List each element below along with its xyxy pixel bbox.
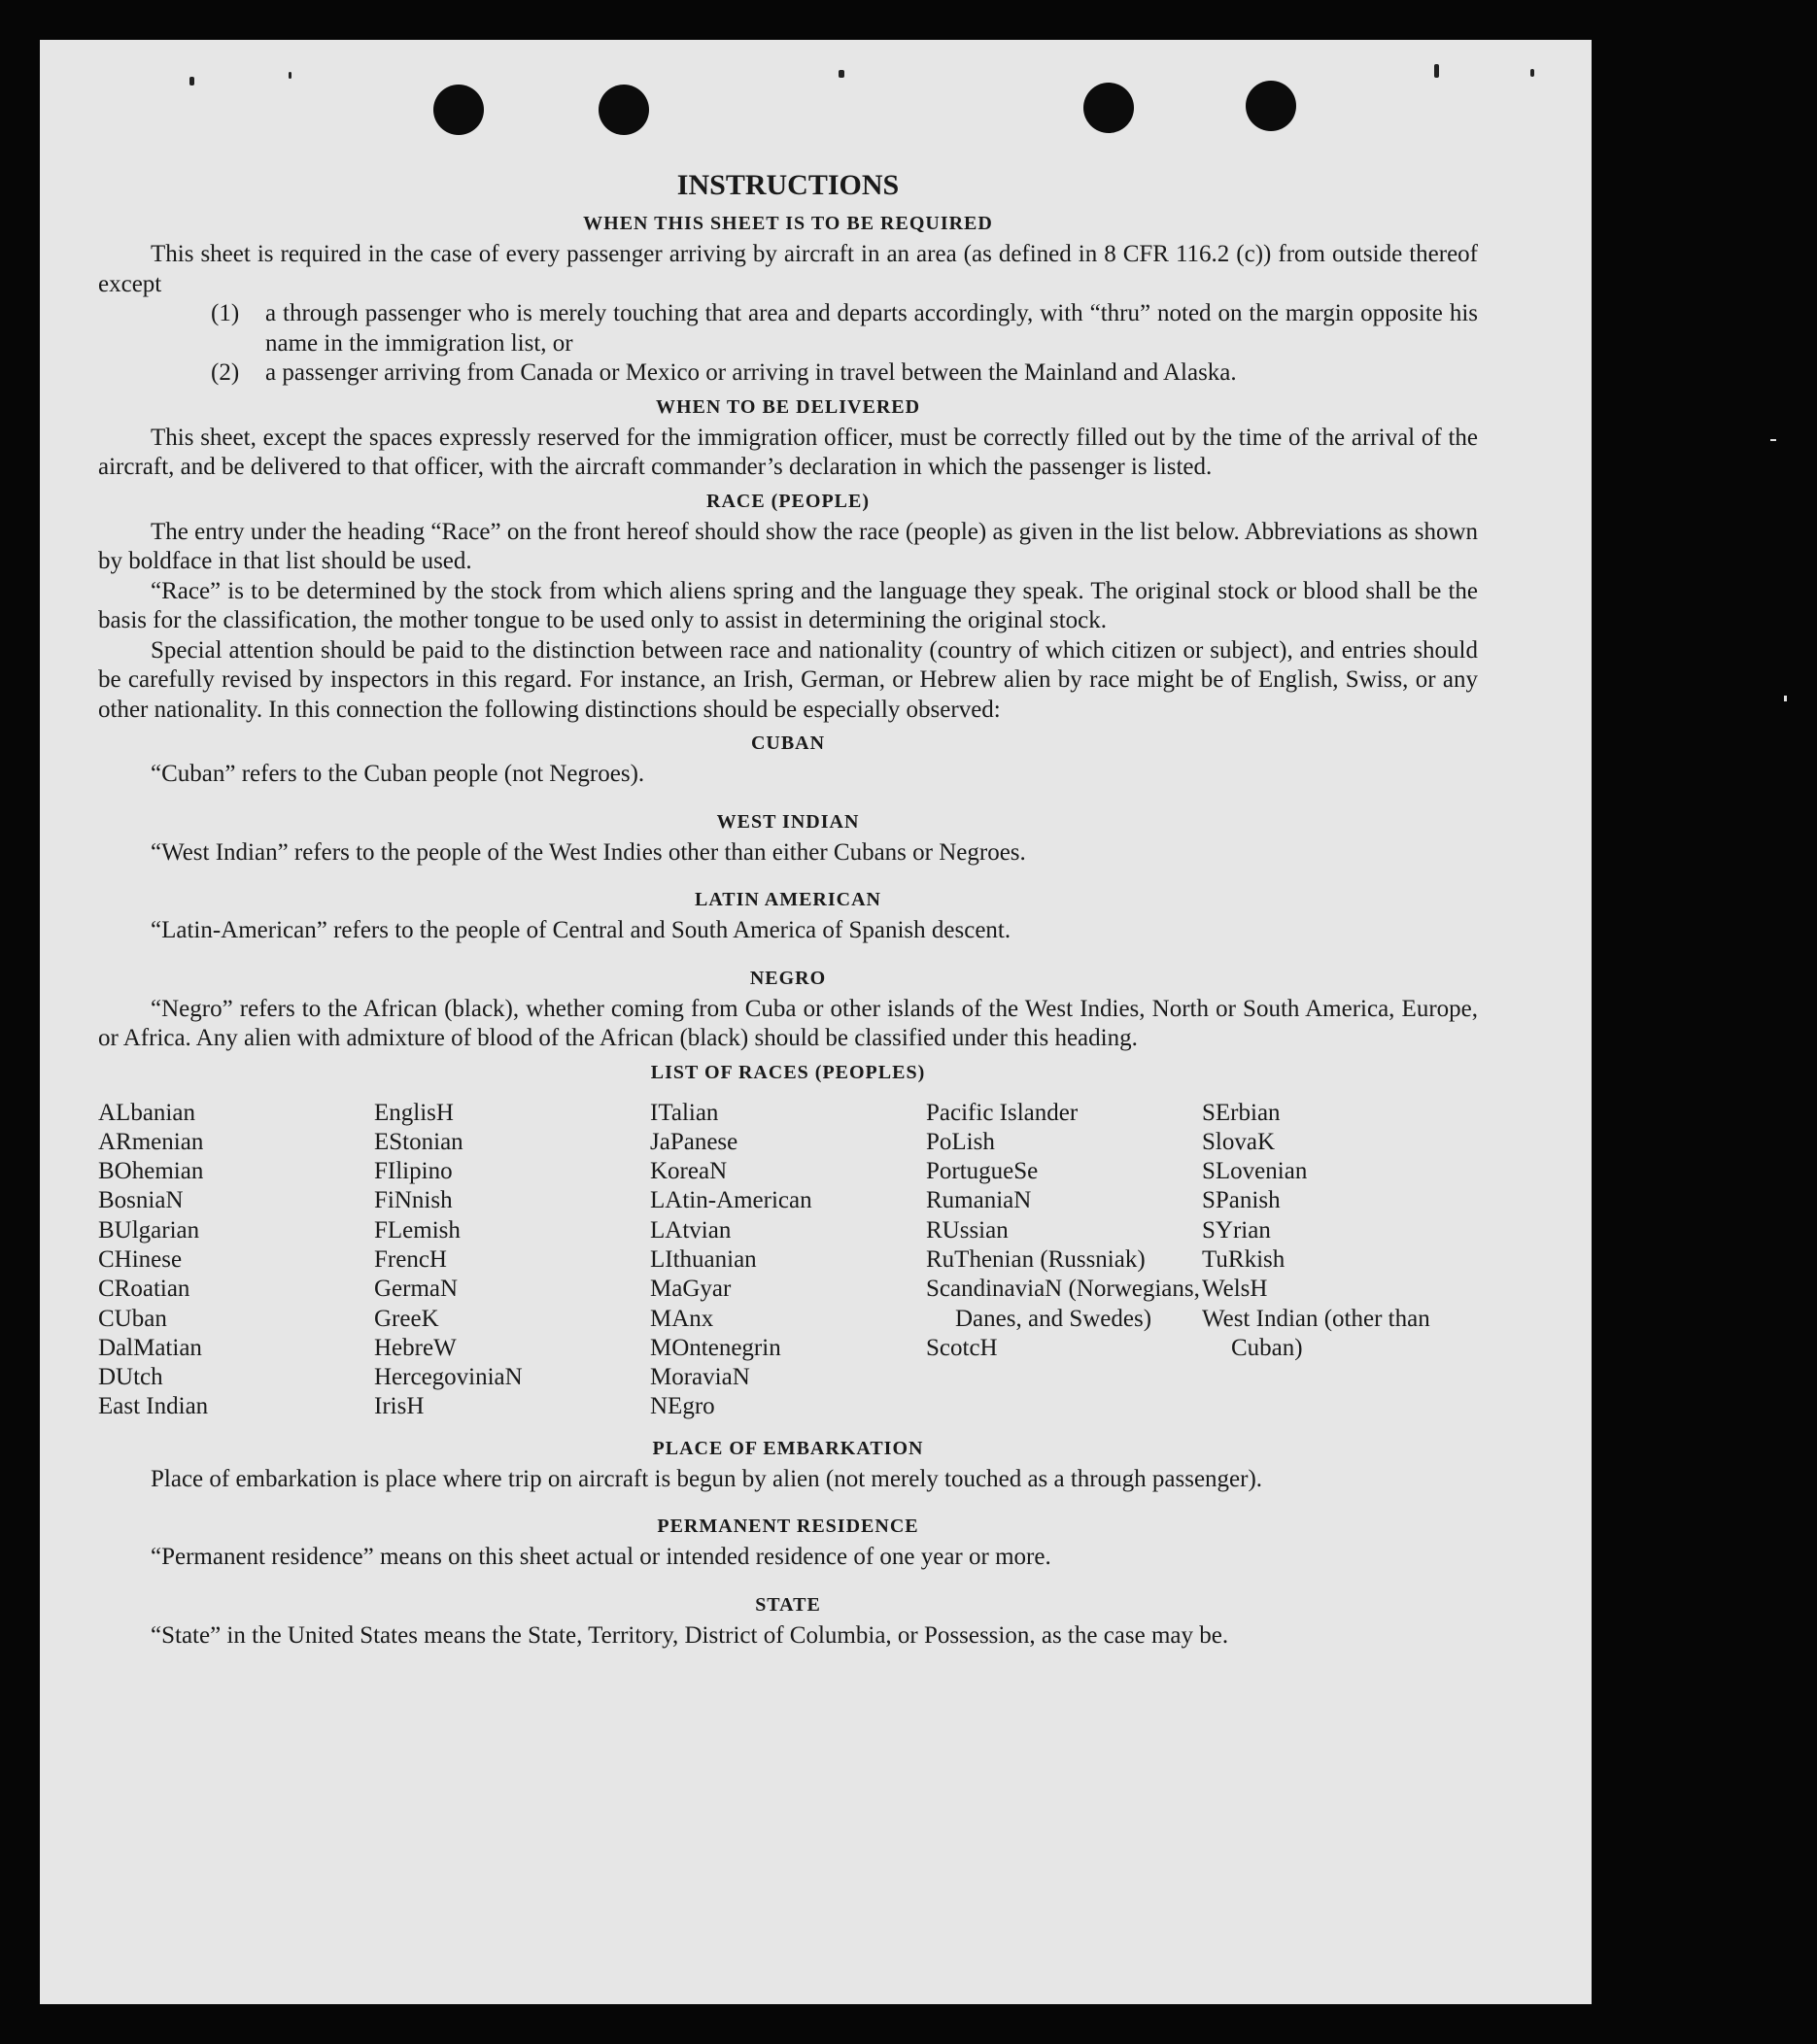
race-entry: KoreaN xyxy=(650,1158,728,1185)
section-heading: WEST INDIAN xyxy=(716,810,860,833)
race-entry: GermaN xyxy=(374,1276,459,1303)
race-entry: LAtvian xyxy=(650,1216,732,1243)
item-text: a through passenger who is merely touching that area and departs accordingly, with “thru” noted on the margin opposite his name in the immigration list, or xyxy=(265,300,1478,357)
paragraph: This sheet, except the spaces expressly reserved for the immigration officer, must be correctly filled out by the time of the arrival of the aircraft, and be delivered to that officer, with the aircraft commander’s declaration in which the passenger is listed. xyxy=(98,424,1478,480)
punch-hole xyxy=(1083,83,1134,133)
scan-artifact xyxy=(1784,696,1787,701)
section-heading: PERMANENT RESIDENCE xyxy=(657,1516,919,1538)
page-title: INSTRUCTIONS xyxy=(676,169,900,201)
race-entry: MaGyar xyxy=(650,1276,732,1303)
race-entry: LAtin-American xyxy=(650,1187,812,1214)
race-entry: PoLish xyxy=(926,1128,995,1155)
section-heading: LATIN AMERICAN xyxy=(695,889,881,910)
race-entry: IrisH xyxy=(374,1393,425,1420)
section-heading: PLACE OF EMBARKATION xyxy=(652,1437,924,1459)
race-entry: BUlgarian xyxy=(98,1216,200,1243)
race-entry: MAnx xyxy=(650,1305,714,1332)
item-number: (1) xyxy=(211,300,240,326)
races-column xyxy=(650,1099,926,1422)
race-entry: FLemish xyxy=(374,1216,461,1243)
races-column xyxy=(1202,1099,1478,1422)
paragraph: “State” in the United States means the State, Territory, District of Columbia, or Possession, as the case may be. xyxy=(151,1621,1229,1649)
race-entry: RuThenian (Russniak) xyxy=(926,1245,1146,1273)
paragraph: “Permanent residence” means on this sheet actual or intended residence of one year or more. xyxy=(151,1544,1051,1571)
races-list xyxy=(98,1099,1478,1422)
race-entry: ScandinaviaN (Norwegians, Danes, and Swedes) xyxy=(926,1276,1200,1332)
race-entry: West Indian (other than Cuban) xyxy=(1202,1305,1430,1361)
punch-hole xyxy=(1246,81,1296,131)
section-heading: STATE xyxy=(755,1593,821,1616)
race-entry: JaPanese xyxy=(650,1128,738,1155)
paragraph: This sheet is required in the case of every passenger arriving by aircraft in an area (as defined in 8 CFR 116.2 (c)) from outside thereof except xyxy=(98,241,1478,297)
ink-speck xyxy=(189,77,194,85)
list-item xyxy=(211,358,1478,389)
race-entry: PortugueSe xyxy=(926,1158,1039,1185)
ink-speck xyxy=(1530,69,1534,77)
race-entry: ALbanian xyxy=(98,1099,195,1126)
race-entry: ITalian xyxy=(650,1099,719,1126)
list-item xyxy=(211,299,1478,358)
race-entry: ScotcH xyxy=(926,1334,998,1361)
paragraph: “Cuban” refers to the Cuban people (not Negroes). xyxy=(151,761,645,787)
ink-speck xyxy=(839,70,844,78)
section-heading: WHEN THIS SHEET IS TO BE REQUIRED xyxy=(583,213,993,234)
scan-artifact xyxy=(1770,439,1776,441)
races-column xyxy=(374,1099,650,1422)
paragraph: “Latin-American” refers to the people of Central and South America of Spanish descent. xyxy=(151,917,1011,943)
race-entry: NEgro xyxy=(650,1393,715,1420)
instructions-text xyxy=(98,166,1478,1651)
section-heading: RACE (PEOPLE) xyxy=(706,490,870,512)
paragraph: “West Indian” refers to the people of the West Indies other than either Cubans or Negroes. xyxy=(151,838,1026,866)
paragraph: Special attention should be paid to the distinction between race and nationality (country of which citizen or subject), and entries should be carefully revised by inspectors in this regard. For instance, an Irish, German, or Hebrew alien by race might be of English, Swiss, or any other nationality. In this connection the following distinctions should be especially observed: xyxy=(98,636,1478,723)
race-entry: FrencH xyxy=(374,1245,447,1273)
item-number: (2) xyxy=(211,359,240,386)
race-entry: DUtch xyxy=(98,1364,163,1391)
races-column xyxy=(926,1099,1202,1422)
race-entry: Pacific Islander xyxy=(926,1099,1079,1126)
race-entry: RumaniaN xyxy=(926,1187,1032,1214)
ink-speck xyxy=(1434,64,1439,78)
paragraph: “Negro” refers to the African (black), whether coming from Cuba or other islands of the West Indies, North or South America, Europe, or Africa. Any alien with admixture of blood of the African (black) should be classified under this heading. xyxy=(98,995,1478,1051)
paragraph: “Race” is to be determined by the stock from which aliens spring and the language they speak. The original stock or blood shall be the basis for the classification, the mother tongue to be used only to assist in determining the original stock. xyxy=(98,577,1478,633)
race-entry: ARmenian xyxy=(98,1128,204,1155)
section-heading: CUBAN xyxy=(750,732,826,754)
paragraph: Place of embarkation is place where trip on aircraft is begun by alien (not merely touched as a through passenger). xyxy=(151,1465,1263,1492)
race-entry: EStonian xyxy=(374,1128,463,1155)
race-entry: BOhemian xyxy=(98,1158,204,1185)
race-entry: BosniaN xyxy=(98,1187,184,1214)
race-entry: SLovenian xyxy=(1202,1158,1308,1185)
race-entry: FIlipino xyxy=(374,1158,453,1185)
race-entry: LIthuanian xyxy=(650,1245,757,1273)
document-page xyxy=(40,40,1592,2004)
race-entry: SYrian xyxy=(1202,1216,1271,1243)
race-entry: WelsH xyxy=(1202,1276,1268,1303)
race-entry: CHinese xyxy=(98,1245,183,1273)
race-entry: SlovaK xyxy=(1202,1128,1275,1155)
race-entry: CUban xyxy=(98,1305,167,1332)
section-heading: WHEN TO BE DELIVERED xyxy=(655,395,921,418)
race-entry: GreeK xyxy=(374,1305,439,1332)
section-heading: NEGRO xyxy=(749,967,827,989)
paragraph: The entry under the heading “Race” on the front hereof should show the race (people) as given in the list below. Abbreviations as shown by boldface in that list should be used. xyxy=(98,518,1478,574)
race-entry: EnglisH xyxy=(374,1099,454,1126)
race-entry: HebreW xyxy=(374,1334,457,1361)
race-entry: TuRkish xyxy=(1202,1245,1286,1273)
race-entry: MOntenegrin xyxy=(650,1334,781,1361)
race-entry: FiNnish xyxy=(374,1187,453,1214)
section-heading: LIST OF RACES (PEOPLES) xyxy=(650,1061,926,1083)
race-entry: CRoatian xyxy=(98,1276,190,1303)
race-entry: MoraviaN xyxy=(650,1364,750,1391)
item-text: a passenger arriving from Canada or Mexico or arriving in travel between the Mainland and Alaska. xyxy=(265,359,1237,386)
punch-hole xyxy=(599,85,649,135)
ink-speck xyxy=(289,72,291,79)
races-column xyxy=(98,1099,374,1422)
race-entry: SErbian xyxy=(1202,1099,1281,1126)
race-entry: East Indian xyxy=(98,1393,209,1420)
race-entry: DalMatian xyxy=(98,1334,202,1361)
race-entry: HercegoviniaN xyxy=(374,1364,523,1391)
punch-hole xyxy=(433,85,484,135)
race-entry: RUssian xyxy=(926,1216,1009,1243)
race-entry: SPanish xyxy=(1202,1187,1281,1214)
